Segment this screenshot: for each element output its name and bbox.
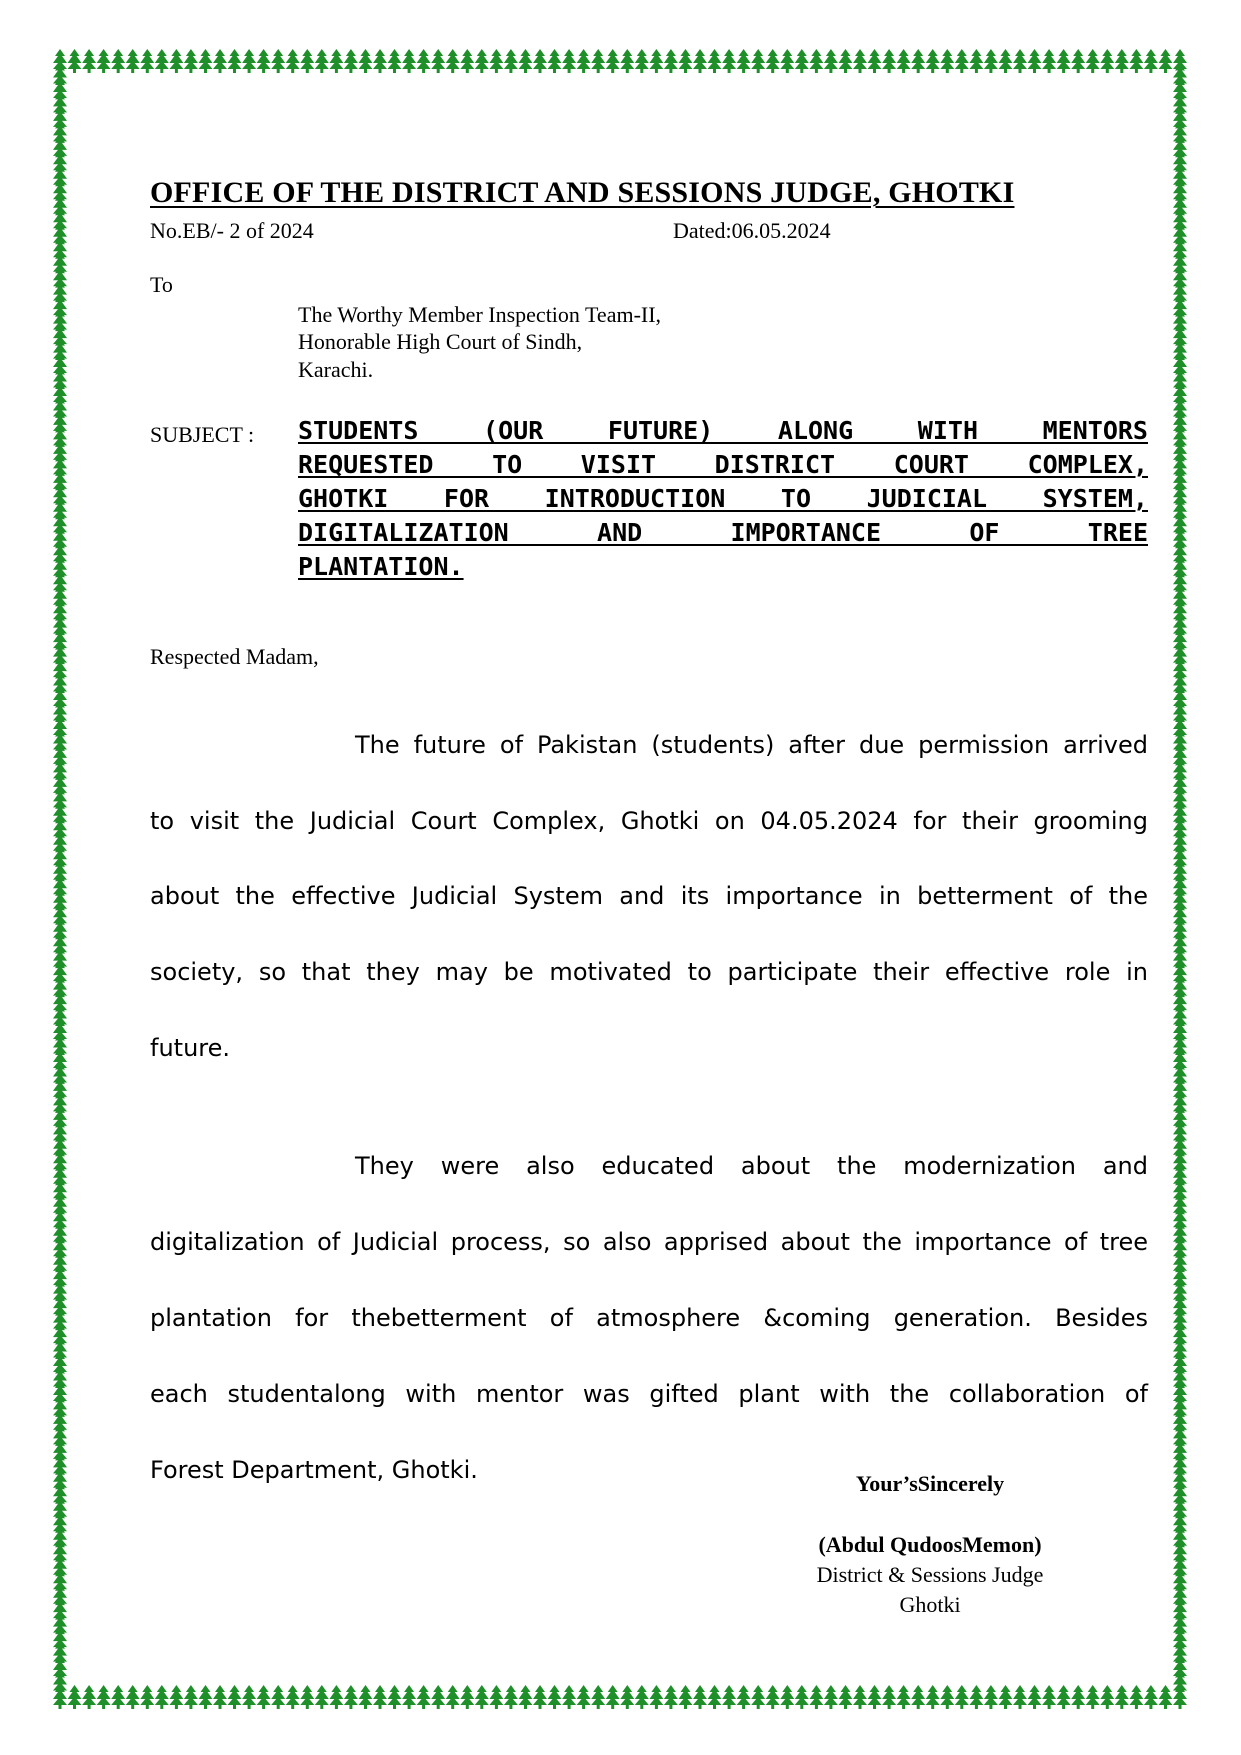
- pine-tree-icon: [431, 1685, 445, 1709]
- pine-tree-icon: [1057, 1685, 1071, 1709]
- pine-tree-icon: [1159, 1685, 1173, 1709]
- pine-tree-icon: [140, 49, 154, 73]
- pine-tree-icon: [533, 49, 547, 73]
- pine-tree-icon: [373, 49, 387, 73]
- pine-tree-icon: [548, 49, 562, 73]
- pine-tree-icon: [693, 49, 707, 73]
- pine-tree-icon: [213, 1685, 227, 1709]
- pine-tree-icon: [504, 1685, 518, 1709]
- pine-tree-icon: [97, 1685, 111, 1709]
- pine-tree-icon: [722, 1685, 736, 1709]
- pine-tree-icon: [1013, 49, 1027, 73]
- pine-tree-icon: [562, 1685, 576, 1709]
- pine-tree-icon: [999, 49, 1013, 73]
- pine-tree-icon: [795, 49, 809, 73]
- pine-tree-icon: [577, 49, 591, 73]
- pine-tree-icon: [795, 1685, 809, 1709]
- pine-tree-icon: [402, 49, 416, 73]
- pine-tree-icon: [475, 1685, 489, 1709]
- pine-tree-icon: [737, 49, 751, 73]
- pine-tree-icon: [649, 1685, 663, 1709]
- recipient-line: The Worthy Member Inspection Team-II,: [298, 302, 662, 327]
- pine-tree-icon: [824, 49, 838, 73]
- pine-tree-icon: [1013, 1685, 1027, 1709]
- pine-tree-icon: [824, 1685, 838, 1709]
- pine-tree-icon: [737, 1685, 751, 1709]
- pine-tree-icon: [751, 1685, 765, 1709]
- paragraph-line: The future of Pakistan (students) after due permission arrived: [355, 731, 1148, 759]
- pine-tree-icon: [853, 49, 867, 73]
- pine-tree-icon: [1028, 1685, 1042, 1709]
- pine-tree-icon: [489, 1685, 503, 1709]
- pine-tree-icon: [344, 49, 358, 73]
- pine-tree-icon: [1100, 1685, 1114, 1709]
- pine-tree-icon: [1144, 49, 1158, 73]
- pine-tree-icon: [1057, 49, 1071, 73]
- pine-tree-icon: [402, 1685, 416, 1709]
- subject-line: REQUESTED TO VISIT DISTRICT COURT COMPLEX,: [298, 450, 1148, 479]
- pine-tree-icon: [751, 49, 765, 73]
- recipient-line: Honorable High Court of Sindh,: [298, 329, 583, 354]
- pine-tree-icon: [766, 49, 780, 73]
- pine-tree-icon: [606, 49, 620, 73]
- paragraph-line: plantation for thebetterment of atmosphere &coming generation. Besides: [150, 1304, 1148, 1332]
- recipient-line: Karachi.: [298, 357, 374, 382]
- pine-tree-icon: [199, 49, 213, 73]
- pine-tree-icon: [984, 49, 998, 73]
- pine-tree-icon: [809, 49, 823, 73]
- pine-tree-icon: [329, 49, 343, 73]
- salutation: Respected Madam,: [150, 644, 319, 669]
- pine-tree-icon: [780, 1685, 794, 1709]
- pine-tree-icon: [199, 1685, 213, 1709]
- pine-tree-icon: [126, 49, 140, 73]
- pine-tree-icon: [97, 49, 111, 73]
- pine-tree-icon: [649, 49, 663, 73]
- pine-tree-icon: [1071, 1685, 1085, 1709]
- pine-tree-icon: [926, 1685, 940, 1709]
- pine-tree-icon: [664, 1685, 678, 1709]
- pine-tree-icon: [548, 1685, 562, 1709]
- pine-tree-icon: [868, 49, 882, 73]
- pine-tree-icon: [489, 49, 503, 73]
- paragraph-line: Forest Department, Ghotki.: [150, 1456, 478, 1484]
- pine-tree-icon: [1129, 1685, 1143, 1709]
- pine-tree-icon: [664, 49, 678, 73]
- pine-tree-icon: [620, 1685, 634, 1709]
- pine-tree-icon: [853, 1685, 867, 1709]
- pine-tree-icon: [1042, 49, 1056, 73]
- paragraph-line: to visit the Judicial Court Complex, Ghotki on 04.05.2024 for their grooming: [150, 807, 1148, 835]
- pine-tree-icon: [577, 1685, 591, 1709]
- pine-tree-icon: [591, 1685, 605, 1709]
- pine-tree-icon: [446, 49, 460, 73]
- pine-tree-icon: [388, 49, 402, 73]
- office-heading: OFFICE OF THE DISTRICT AND SESSIONS JUDGE, GHOTKI: [150, 176, 1015, 209]
- paragraph-line: digitalization of Judicial process, so also apprised about the importance of tree: [150, 1228, 1148, 1256]
- pine-tree-icon: [1042, 1685, 1056, 1709]
- pine-tree-icon: [242, 1685, 256, 1709]
- pine-tree-icon: [722, 49, 736, 73]
- pine-tree-icon: [999, 1685, 1013, 1709]
- subject-label: SUBJECT :: [150, 422, 255, 447]
- pine-tree-icon: [257, 49, 271, 73]
- pine-tree-icon: [228, 1685, 242, 1709]
- pine-tree-icon: [460, 1685, 474, 1709]
- pine-tree-icon: [1086, 1685, 1100, 1709]
- pine-tree-icon: [359, 49, 373, 73]
- pine-tree-icon: [940, 49, 954, 73]
- pine-tree-icon: [809, 1685, 823, 1709]
- pine-tree-icon: [417, 49, 431, 73]
- pine-tree-icon: [271, 1685, 285, 1709]
- pine-tree-icon: [1115, 1685, 1129, 1709]
- pine-tree-icon: [591, 49, 605, 73]
- pine-tree-icon: [271, 49, 285, 73]
- pine-tree-icon: [679, 1685, 693, 1709]
- pine-tree-icon: [68, 1685, 82, 1709]
- pine-tree-icon: [300, 49, 314, 73]
- pine-tree-icon: [1028, 49, 1042, 73]
- paragraph-line: society, so that they may be motivated to participate their effective role in: [150, 958, 1148, 986]
- pine-tree-icon: [868, 1685, 882, 1709]
- pine-tree-icon: [635, 1685, 649, 1709]
- pine-tree-icon: [911, 1685, 925, 1709]
- pine-tree-icon: [111, 1685, 125, 1709]
- pine-tree-icon: [940, 1685, 954, 1709]
- pine-tree-icon: [184, 1685, 198, 1709]
- subject-line: DIGITALIZATION AND IMPORTANCE OF TREE: [298, 518, 1148, 547]
- pine-tree-icon: [984, 1685, 998, 1709]
- paragraph-line: future.: [150, 1034, 231, 1062]
- pine-tree-icon: [620, 49, 634, 73]
- pine-tree-icon: [169, 1685, 183, 1709]
- pine-tree-icon: [708, 1685, 722, 1709]
- pine-tree-icon: [839, 49, 853, 73]
- pine-tree-icon: [257, 1685, 271, 1709]
- signatory-place: Ghotki: [899, 1592, 961, 1617]
- pine-tree-icon: [1159, 49, 1173, 73]
- pine-tree-icon: [446, 1685, 460, 1709]
- reference-number: No.EB/- 2 of 2024: [150, 218, 314, 243]
- pine-tree-icon: [184, 49, 198, 73]
- subject-line: GHOTKI FOR INTRODUCTION TO JUDICIAL SYSTEM,: [298, 484, 1148, 513]
- pine-tree-icon: [169, 49, 183, 73]
- pine-tree-icon: [519, 49, 533, 73]
- pine-tree-icon: [82, 49, 96, 73]
- pine-tree-icon: [679, 49, 693, 73]
- pine-tree-icon: [242, 49, 256, 73]
- pine-tree-icon: [969, 49, 983, 73]
- pine-tree-icon: [126, 1685, 140, 1709]
- pine-tree-icon: [431, 49, 445, 73]
- paragraph-line: They were also educated about the modernization and: [355, 1152, 1148, 1180]
- pine-tree-icon: [926, 49, 940, 73]
- pine-tree-icon: [882, 49, 896, 73]
- pine-tree-icon: [504, 49, 518, 73]
- pine-tree-icon: [300, 1685, 314, 1709]
- pine-tree-icon: [213, 49, 227, 73]
- pine-tree-icon: [286, 1685, 300, 1709]
- pine-tree-icon: [344, 1685, 358, 1709]
- subject-line: PLANTATION.: [298, 552, 464, 581]
- pine-tree-icon: [911, 49, 925, 73]
- pine-tree-icon: [897, 49, 911, 73]
- pine-tree-icon: [155, 49, 169, 73]
- pine-tree-icon: [955, 1685, 969, 1709]
- pine-tree-icon: [839, 1685, 853, 1709]
- pine-tree-icon: [955, 49, 969, 73]
- subject-line: STUDENTS (OUR FUTURE) ALONG WITH MENTORS: [298, 416, 1148, 445]
- paragraph-line: each studentalong with mentor was gifted plant with the collaboration of: [150, 1380, 1148, 1408]
- pine-tree-icon: [155, 1685, 169, 1709]
- closing-phrase: Your’sSincerely: [855, 1471, 1005, 1496]
- pine-tree-icon: [315, 49, 329, 73]
- pine-tree-icon: [286, 49, 300, 73]
- pine-tree-icon: [329, 1685, 343, 1709]
- pine-tree-icon: [780, 49, 794, 73]
- pine-tree-icon: [1144, 1685, 1158, 1709]
- pine-tree-icon: [1100, 49, 1114, 73]
- pine-tree-icon: [533, 1685, 547, 1709]
- signatory-designation: District & Sessions Judge: [816, 1562, 1044, 1587]
- pine-tree-icon: [693, 1685, 707, 1709]
- pine-tree-icon: [373, 1685, 387, 1709]
- pine-tree-icon: [315, 1685, 329, 1709]
- pine-tree-icon: [388, 1685, 402, 1709]
- pine-tree-icon: [519, 1685, 533, 1709]
- pine-tree-icon: [228, 49, 242, 73]
- pine-tree-icon: [562, 49, 576, 73]
- pine-tree-icon: [766, 1685, 780, 1709]
- paragraph-line: about the effective Judicial System and its importance in betterment of the: [150, 882, 1148, 910]
- pine-tree-icon: [882, 1685, 896, 1709]
- pine-tree-icon: [460, 49, 474, 73]
- pine-tree-icon: [1071, 49, 1085, 73]
- pine-tree-icon: [1086, 49, 1100, 73]
- pine-tree-icon: [82, 1685, 96, 1709]
- pine-tree-icon: [897, 1685, 911, 1709]
- pine-tree-icon: [111, 49, 125, 73]
- to-label: To: [150, 272, 173, 297]
- pine-tree-icon: [68, 49, 82, 73]
- pine-tree-icon: [1115, 49, 1129, 73]
- pine-tree-icon: [417, 1685, 431, 1709]
- pine-tree-icon: [140, 1685, 154, 1709]
- pine-tree-icon: [635, 49, 649, 73]
- pine-tree-icon: [475, 49, 489, 73]
- pine-tree-icon: [969, 1685, 983, 1709]
- pine-tree-icon: [359, 1685, 373, 1709]
- signatory-name: (Abdul QudoosMemon): [818, 1532, 1042, 1557]
- pine-tree-icon: [1129, 49, 1143, 73]
- pine-tree-icon: [606, 1685, 620, 1709]
- letter-date: Dated:06.05.2024: [673, 218, 831, 243]
- pine-tree-icon: [708, 49, 722, 73]
